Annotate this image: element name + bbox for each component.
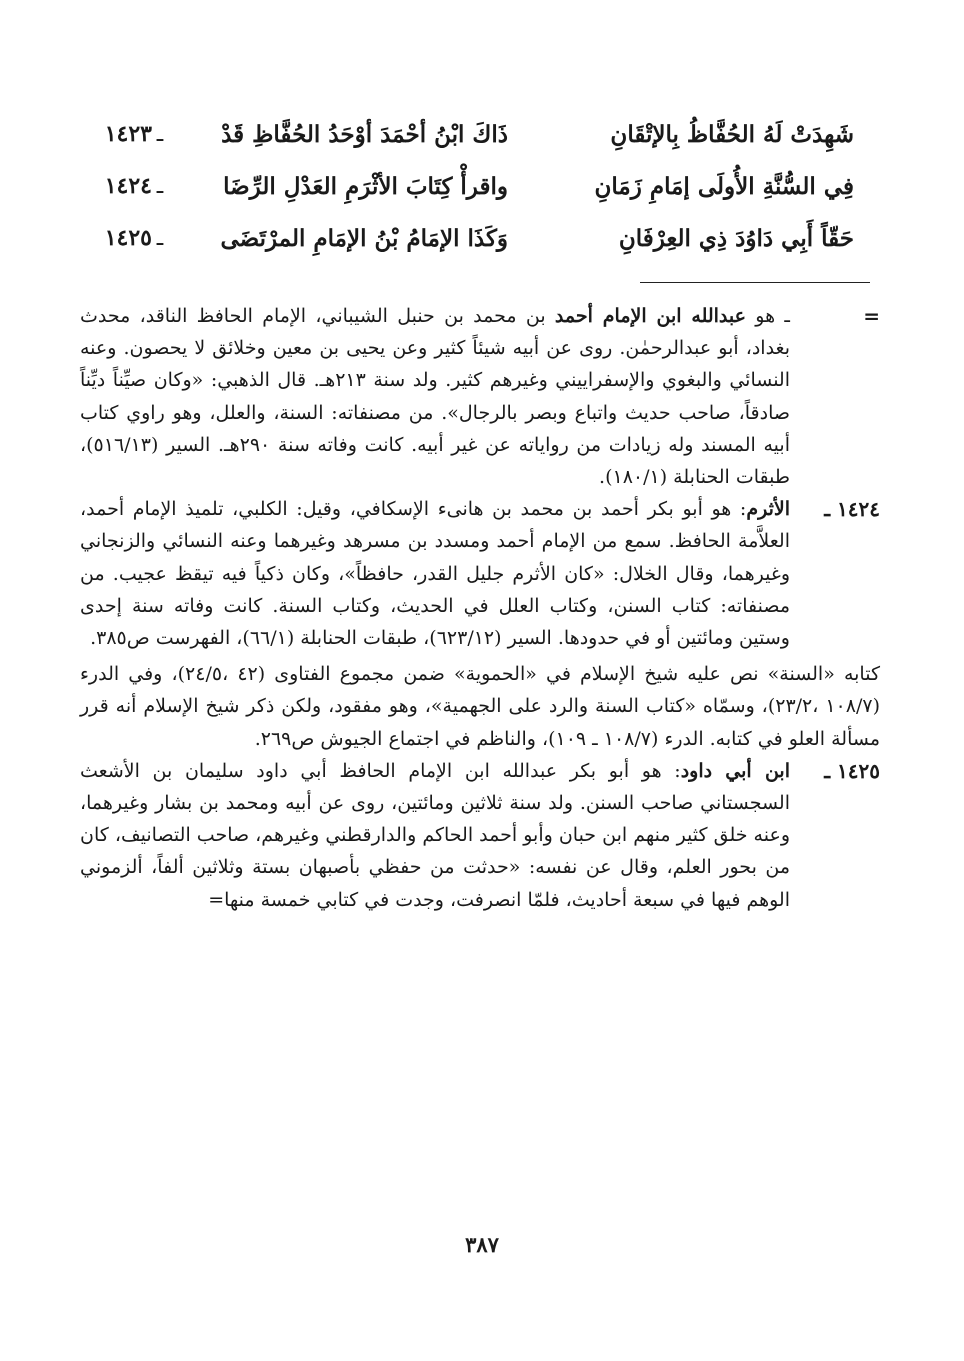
verse-second-hemistich: شَهِدَتْ لَهُ الحُفَّاظُ بِالإتْقَانِ (610, 120, 854, 148)
verse-1424 (80, 160, 880, 212)
verse-dash: ـ (156, 173, 164, 199)
footnote-body (80, 755, 790, 916)
verse-number: ١٤٢٣ (104, 121, 152, 147)
continuation-marker: = (863, 304, 880, 328)
verse-first-hemistich: وَكَذَا الإمَامُ بْنُ الإمَامِ المرْتَضَى (220, 224, 508, 252)
verse-1423 (80, 108, 880, 160)
footnote-separator (640, 282, 870, 283)
verse-first-hemistich: ذَاكَ ابْنُ أحْمَدَ أوْحَدُ الحُفَّاظِ قَدْ (221, 120, 508, 148)
verse-dash: ـ (156, 121, 164, 147)
footnote-number: ١٤٢٥ ـ (824, 758, 880, 783)
footnote-1425 (80, 755, 880, 916)
verse-first-hemistich: واقرأْ كِتَابَ الأثْرَمِ العَدْلِ الرِّضَا (223, 172, 508, 200)
footnote-prefix: ـ هو (745, 305, 790, 327)
footnote-book-remark (80, 658, 880, 755)
footnote-text: : هو أبو بكر عبدالله ابن الإمام الحافظ أبي داود سليمان بن الأشعث السجستاني صاحب السنن. ولد سنة ثلاثين ومائتين، روى عن أبيه ومحمد بن بشار وغيرهما، وعنه خلق كثير منهم ابن حبان وأبو أحمد الحاكم والدارقطني وغيرهم، صاحب التصانيف، كان من بحور العلم، وقال عن نفسه: «حدثت من حفظي بأصبهان بستة وثلاثين ألفاً، ألزموني الوهم فيها في سبعة أحاديث، فلمّا انصرفت، وجدت في كتابي خمسة منها= (80, 759, 790, 911)
poem-verses (80, 108, 880, 264)
verse-number: ١٤٢٥ (104, 225, 152, 251)
footnote-number: ١٤٢٤ ـ (824, 497, 880, 522)
footnote-body (80, 493, 790, 654)
footnote-1424 (80, 493, 880, 654)
footnote-body (80, 300, 790, 493)
footnotes (80, 300, 880, 916)
footnote-text: : هو أبو بكر أحمد بن محمد بن هانىء الإسكافي، وقيل: الكلبي، تلميذ الإمام أحمد، العلاَّمة الحافظ. سمع من الإمام أحمد ومسدد بن مسرهد وغيرهما وعنه النسائي والزنجاني وغيرهما، وقال الخلال: «كان الأثرم جليل القدر، حافظاً»، وكان ذكياً فيه تيقظ عجيب. من مصنفاته: كتاب السنن، وكتاب العلل في الحديث، وكتاب السنة. كانت وفاته سنة إحدى وستين ومائتين أو في حدودها. السير (٦٢٣/١٢)، طبقات الحنابلة (٦٦/١)، الفهرست ص٣٨٥. (80, 498, 790, 650)
footnote-body: كتابه «السنة» نص عليه شيخ الإسلام في «الحموية» ضمن مجموع الفتاوى (٤٢ ،٢٤/٥)، وفي الدرء (١٠٨/٧ ،٢٣/٢)، وسمّاه «كتاب السنة والرد على الجهمية»، وهو مفقود، ولكن ذكر شيخ الإسلام أنه قرر مسألة العلو في كتابه. الدرء (١٠٨/٧ ـ ١٠٩)، والناظم في اجتماع الجيوش ص٢٦٩. (80, 663, 880, 750)
footnote-title: ابن أبي داود (680, 759, 790, 782)
verse-second-hemistich: فِي السُّنَّةِ الأُولَى إمَامِ زَمَانِ (594, 172, 854, 200)
verse-second-hemistich: حَقّاً أَبِي دَاوُدَ ذِي العِرْفَانِ (618, 224, 854, 252)
verse-dash: ـ (156, 225, 164, 251)
footnote-title: الأثرم (746, 498, 790, 521)
verse-1425 (80, 212, 880, 264)
verse-number: ١٤٢٤ (104, 173, 152, 199)
footnote-text: بن محمد بن حنبل الشيباني، الإمام الحافظ الناقد، محدث بغداد، أبو عبدالرحمٰن. روى عن أبيه شيئاً كثير وعن يحيى بن معين وخلائق لا يحصون. وعنه النسائي والبغوي والإسفراييني وغيرهم كثير. ولد سنة ٢١٣هـ. قال الذهبي: «وكان صيِّناً ديِّناً صادقاً، صاحب حديث واتباع وبصر بالرجال». من مصنفاته: السنة، والعلل، وهو راوي كتاب أبيه المسند وله زيادات من رواياته عن غير أبيه. كانت وفاته سنة ٢٩٠هـ. السير (٥١٦/١٣)، طبقات الحنابلة (١٨٠/١). (80, 305, 790, 489)
footnote-title: عبدالله ابن الإمام أحمد (554, 305, 746, 327)
page-number: ٣٨٧ (465, 1232, 499, 1257)
footnote-continued (80, 300, 880, 493)
